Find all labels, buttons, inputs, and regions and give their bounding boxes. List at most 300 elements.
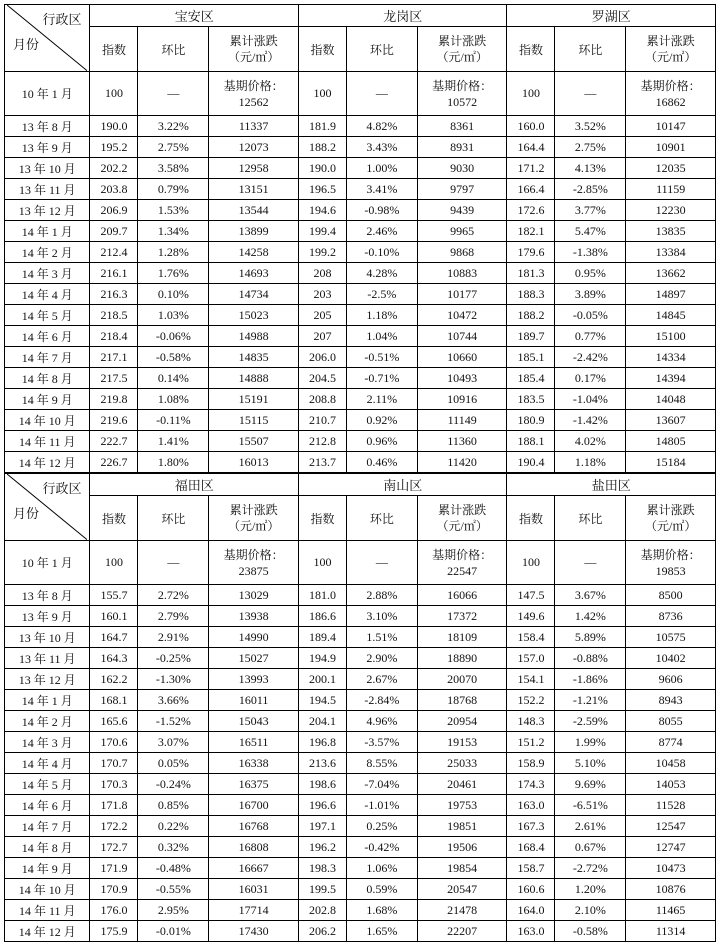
cumulative-cell: 20547 (417, 879, 507, 900)
corner-district-label: 行政区 (42, 481, 82, 496)
mom-cell: -0.05% (555, 305, 626, 326)
cumulative-cell: 11360 (417, 431, 507, 452)
index-cell: 171.8 (90, 795, 138, 816)
district-price-table (4, 473, 716, 942)
cumulative-cell: 11337 (209, 116, 299, 137)
month-cell: 14 年 1 月 (5, 690, 90, 711)
cumulative-cell: 16338 (209, 753, 299, 774)
mom-cell: 1.41% (138, 431, 209, 452)
index-cell: 171.9 (90, 858, 138, 879)
district-price-table (4, 4, 716, 473)
cumulative-cell: 13938 (209, 606, 299, 627)
mom-cell: -2.42% (555, 347, 626, 368)
column-header-mom: 环比 (138, 27, 209, 72)
mom-cell: 5.10% (555, 753, 626, 774)
mom-cell: -0.48% (138, 858, 209, 879)
mom-cell: — (138, 541, 209, 585)
mom-cell: 2.75% (138, 137, 209, 158)
header-row (5, 5, 716, 27)
month-cell: 13 年 9 月 (5, 606, 90, 627)
index-cell: 149.6 (507, 606, 555, 627)
mom-cell: -2.59% (555, 711, 626, 732)
cumulative-cell: 14988 (209, 326, 299, 347)
index-cell: 181.0 (298, 585, 346, 606)
index-cell: 195.2 (90, 137, 138, 158)
table-row (5, 410, 716, 431)
index-cell: 168.1 (90, 690, 138, 711)
cumulative-cell: 18768 (417, 690, 507, 711)
cumulative-cell: 13662 (626, 263, 716, 284)
index-cell: 168.4 (507, 837, 555, 858)
index-cell: 197.1 (298, 816, 346, 837)
mom-cell: 2.46% (346, 221, 417, 242)
mom-cell: 1.53% (138, 200, 209, 221)
month-cell: 14 年 8 月 (5, 368, 90, 389)
mom-cell: 2.67% (346, 669, 417, 690)
mom-cell: 3.77% (555, 200, 626, 221)
mom-cell: 2.90% (346, 648, 417, 669)
month-cell: 14 年 10 月 (5, 410, 90, 431)
mom-cell: 0.22% (138, 816, 209, 837)
mom-cell: 8.55% (346, 753, 417, 774)
mom-cell: -0.71% (346, 368, 417, 389)
mom-cell: -1.38% (555, 242, 626, 263)
district-name: 南山区 (298, 474, 507, 496)
mom-cell: 3.89% (555, 284, 626, 305)
cumulative-cell: 19753 (417, 795, 507, 816)
mom-cell: -1.42% (555, 410, 626, 431)
mom-cell: -1.30% (138, 669, 209, 690)
index-cell: 204.1 (298, 711, 346, 732)
cumulative-cell: 20461 (417, 774, 507, 795)
table-row (5, 116, 716, 137)
index-cell: 185.4 (507, 368, 555, 389)
index-cell: 198.3 (298, 858, 346, 879)
mom-cell: -2.85% (555, 179, 626, 200)
index-cell: 190.4 (507, 452, 555, 473)
mom-cell: 3.43% (346, 137, 417, 158)
mom-cell: -3.57% (346, 732, 417, 753)
cumulative-cell: 8500 (626, 585, 716, 606)
mom-cell: 0.77% (555, 326, 626, 347)
cumulative-cell: 15027 (209, 648, 299, 669)
mom-cell: -1.01% (346, 795, 417, 816)
cumulative-cell: 13993 (209, 669, 299, 690)
index-cell: 154.1 (507, 669, 555, 690)
index-cell: 172.6 (507, 200, 555, 221)
cumulative-cell: 20954 (417, 711, 507, 732)
table-row (5, 431, 716, 452)
table-row (5, 606, 716, 627)
cumulative-cell: 15507 (209, 431, 299, 452)
column-header-mom: 环比 (346, 27, 417, 72)
cumulative-cell: 12747 (626, 837, 716, 858)
cumulative-cell: 14990 (209, 627, 299, 648)
mom-cell: -0.55% (138, 879, 209, 900)
mom-cell: 1.34% (138, 221, 209, 242)
column-header-index: 指数 (507, 27, 555, 72)
index-cell: 164.3 (90, 648, 138, 669)
index-cell: 199.4 (298, 221, 346, 242)
month-cell: 14 年 6 月 (5, 795, 90, 816)
mom-cell: -6.51% (555, 795, 626, 816)
mom-cell: 0.96% (346, 431, 417, 452)
table-row (5, 732, 716, 753)
mom-cell: 2.79% (138, 606, 209, 627)
index-cell: 160.0 (507, 116, 555, 137)
mom-cell: 1.76% (138, 263, 209, 284)
cumulative-cell: 12230 (626, 200, 716, 221)
mom-cell: 3.07% (138, 732, 209, 753)
index-cell: 163.0 (507, 795, 555, 816)
index-cell: 152.2 (507, 690, 555, 711)
cumulative-cell: 13029 (209, 585, 299, 606)
index-cell: 188.1 (507, 431, 555, 452)
mom-cell: 0.46% (346, 452, 417, 473)
table-row (5, 326, 716, 347)
month-cell: 14 年 2 月 (5, 711, 90, 732)
index-cell: 222.7 (90, 431, 138, 452)
mom-cell: -1.04% (555, 389, 626, 410)
mom-cell: 0.92% (346, 410, 417, 431)
mom-cell: -0.06% (138, 326, 209, 347)
base-price-cell: 基期价格： 23875 (209, 541, 299, 585)
month-cell: 10 年 1 月 (5, 72, 90, 116)
cumulative-cell: 14897 (626, 284, 716, 305)
cumulative-cell: 10660 (417, 347, 507, 368)
mom-cell: 1.80% (138, 452, 209, 473)
table-row (5, 774, 716, 795)
mom-cell: -0.24% (138, 774, 209, 795)
mom-cell: -2.5% (346, 284, 417, 305)
mom-cell: 0.67% (555, 837, 626, 858)
table-row (5, 795, 716, 816)
mom-cell: -0.88% (555, 648, 626, 669)
table-row (5, 648, 716, 669)
index-cell: 170.9 (90, 879, 138, 900)
month-cell: 14 年 9 月 (5, 389, 90, 410)
index-cell: 157.0 (507, 648, 555, 669)
mom-cell: -0.11% (138, 410, 209, 431)
column-header-mom: 环比 (555, 496, 626, 541)
mom-cell: 4.96% (346, 711, 417, 732)
mom-cell: 2.95% (138, 900, 209, 921)
month-cell: 14 年 12 月 (5, 452, 90, 473)
table-row (5, 242, 716, 263)
cumulative-cell: 8055 (626, 711, 716, 732)
mom-cell: -0.10% (346, 242, 417, 263)
index-cell: 172.2 (90, 816, 138, 837)
cumulative-cell: 15043 (209, 711, 299, 732)
index-cell: 181.3 (507, 263, 555, 284)
index-cell: 100 (507, 72, 555, 116)
cumulative-cell: 19506 (417, 837, 507, 858)
mom-cell: 5.47% (555, 221, 626, 242)
cumulative-cell: 19851 (417, 816, 507, 837)
price-index-tables (4, 4, 716, 942)
mom-cell: 1.18% (555, 452, 626, 473)
corner-month-label: 月份 (13, 506, 40, 521)
mom-cell: -0.98% (346, 200, 417, 221)
cumulative-cell: 8361 (417, 116, 507, 137)
month-cell: 14 年 10 月 (5, 879, 90, 900)
mom-cell: — (346, 72, 417, 116)
cumulative-cell: 10575 (626, 627, 716, 648)
cumulative-cell: 10177 (417, 284, 507, 305)
cumulative-cell: 17714 (209, 900, 299, 921)
index-cell: 176.0 (90, 900, 138, 921)
base-price-cell: 基期价格： 19853 (626, 541, 716, 585)
mom-cell: 3.41% (346, 179, 417, 200)
index-cell: 158.7 (507, 858, 555, 879)
cumulative-cell: 18890 (417, 648, 507, 669)
corner-header (5, 474, 90, 541)
month-cell: 13 年 10 月 (5, 627, 90, 648)
index-cell: 100 (298, 541, 346, 585)
index-cell: 165.6 (90, 711, 138, 732)
base-price-cell: 基期价格： 22547 (417, 541, 507, 585)
table-row (5, 753, 716, 774)
index-cell: 216.3 (90, 284, 138, 305)
mom-cell: -0.51% (346, 347, 417, 368)
index-cell: 194.5 (298, 690, 346, 711)
index-cell: 100 (298, 72, 346, 116)
base-period-row (5, 541, 716, 585)
cumulative-cell: 9868 (417, 242, 507, 263)
table-row (5, 858, 716, 879)
index-cell: 180.9 (507, 410, 555, 431)
month-cell: 14 年 11 月 (5, 900, 90, 921)
index-cell: 171.2 (507, 158, 555, 179)
index-cell: 174.3 (507, 774, 555, 795)
index-cell: 160.6 (507, 879, 555, 900)
mom-cell: -0.58% (555, 921, 626, 942)
cumulative-cell: 14053 (626, 774, 716, 795)
base-period-row (5, 72, 716, 116)
header-row (5, 474, 716, 496)
index-cell: 167.3 (507, 816, 555, 837)
cumulative-cell: 9030 (417, 158, 507, 179)
table-row (5, 837, 716, 858)
mom-cell: 1.28% (138, 242, 209, 263)
mom-cell: 1.51% (346, 627, 417, 648)
table-row (5, 585, 716, 606)
month-cell: 14 年 4 月 (5, 753, 90, 774)
column-header-mom: 环比 (138, 496, 209, 541)
table-row (5, 627, 716, 648)
index-cell: 172.7 (90, 837, 138, 858)
table-row (5, 305, 716, 326)
month-cell: 10 年 1 月 (5, 541, 90, 585)
index-cell: 210.7 (298, 410, 346, 431)
index-cell: 207 (298, 326, 346, 347)
mom-cell: 1.99% (555, 732, 626, 753)
index-cell: 204.5 (298, 368, 346, 389)
mom-cell: -0.01% (138, 921, 209, 942)
month-cell: 14 年 11 月 (5, 431, 90, 452)
index-cell: 209.7 (90, 221, 138, 242)
cumulative-cell: 11465 (626, 900, 716, 921)
cumulative-cell: 14394 (626, 368, 716, 389)
cumulative-cell: 9797 (417, 179, 507, 200)
table-row (5, 200, 716, 221)
mom-cell: 0.95% (555, 263, 626, 284)
index-cell: 164.4 (507, 137, 555, 158)
index-cell: 182.1 (507, 221, 555, 242)
column-header-index: 指数 (298, 496, 346, 541)
table-row (5, 669, 716, 690)
mom-cell: — (138, 72, 209, 116)
index-cell: 219.8 (90, 389, 138, 410)
cumulative-cell: 16667 (209, 858, 299, 879)
table-row (5, 900, 716, 921)
index-cell: 208 (298, 263, 346, 284)
index-cell: 158.9 (507, 753, 555, 774)
mom-cell: 0.17% (555, 368, 626, 389)
cumulative-cell: 13899 (209, 221, 299, 242)
cumulative-cell: 12035 (626, 158, 716, 179)
cumulative-cell: 18109 (417, 627, 507, 648)
index-cell: 151.2 (507, 732, 555, 753)
cumulative-cell: 16031 (209, 879, 299, 900)
mom-cell: -0.42% (346, 837, 417, 858)
cumulative-cell: 11528 (626, 795, 716, 816)
mom-cell: 0.79% (138, 179, 209, 200)
cumulative-cell: 21478 (417, 900, 507, 921)
cumulative-cell: 14888 (209, 368, 299, 389)
index-cell: 198.6 (298, 774, 346, 795)
table-row (5, 452, 716, 473)
corner-month-label: 月份 (13, 37, 40, 52)
index-cell: 213.7 (298, 452, 346, 473)
mom-cell: 1.08% (138, 389, 209, 410)
index-cell: 188.2 (298, 137, 346, 158)
mom-cell: 0.59% (346, 879, 417, 900)
month-cell: 14 年 3 月 (5, 732, 90, 753)
month-cell: 13 年 11 月 (5, 648, 90, 669)
mom-cell: 1.42% (555, 606, 626, 627)
mom-cell: — (346, 541, 417, 585)
index-cell: 199.2 (298, 242, 346, 263)
table-row (5, 347, 716, 368)
index-cell: 166.4 (507, 179, 555, 200)
index-cell: 164.0 (507, 900, 555, 921)
cumulative-cell: 19854 (417, 858, 507, 879)
index-cell: 202.8 (298, 900, 346, 921)
index-cell: 212.4 (90, 242, 138, 263)
cumulative-cell: 14258 (209, 242, 299, 263)
index-cell: 208.8 (298, 389, 346, 410)
month-cell: 14 年 9 月 (5, 858, 90, 879)
mom-cell: -1.86% (555, 669, 626, 690)
cumulative-cell: 15191 (209, 389, 299, 410)
index-cell: 206.0 (298, 347, 346, 368)
cumulative-cell: 16011 (209, 690, 299, 711)
index-cell: 189.7 (507, 326, 555, 347)
month-cell: 14 年 6 月 (5, 326, 90, 347)
index-cell: 218.5 (90, 305, 138, 326)
mom-cell: 4.13% (555, 158, 626, 179)
index-cell: 147.5 (507, 585, 555, 606)
column-header-row (5, 27, 716, 72)
table-row (5, 284, 716, 305)
mom-cell: 2.88% (346, 585, 417, 606)
column-header-cumulative: 累计涨跌 （元/㎡） (626, 496, 716, 541)
index-cell: 100 (507, 541, 555, 585)
index-cell: 218.4 (90, 326, 138, 347)
cumulative-cell: 9439 (417, 200, 507, 221)
cumulative-cell: 8943 (626, 690, 716, 711)
corner-header (5, 5, 90, 72)
base-price-cell: 基期价格： 16862 (626, 72, 716, 116)
cumulative-cell: 8774 (626, 732, 716, 753)
mom-cell: 2.61% (555, 816, 626, 837)
cumulative-cell: 12958 (209, 158, 299, 179)
month-cell: 14 年 5 月 (5, 774, 90, 795)
cumulative-cell: 16375 (209, 774, 299, 795)
cumulative-cell: 14334 (626, 347, 716, 368)
cumulative-cell: 11149 (417, 410, 507, 431)
index-cell: 196.2 (298, 837, 346, 858)
column-header-cumulative: 累计涨跌 （元/㎡） (626, 27, 716, 72)
month-cell: 13 年 9 月 (5, 137, 90, 158)
mom-cell: 4.28% (346, 263, 417, 284)
mom-cell: -1.52% (138, 711, 209, 732)
mom-cell: 3.22% (138, 116, 209, 137)
cumulative-cell: 20070 (417, 669, 507, 690)
mom-cell: 1.03% (138, 305, 209, 326)
index-cell: 212.8 (298, 431, 346, 452)
mom-cell: -1.21% (555, 690, 626, 711)
mom-cell: — (555, 541, 626, 585)
mom-cell: 3.67% (555, 585, 626, 606)
cumulative-cell: 11420 (417, 452, 507, 473)
cumulative-cell: 10458 (626, 753, 716, 774)
index-cell: 206.9 (90, 200, 138, 221)
cumulative-cell: 16768 (209, 816, 299, 837)
cumulative-cell: 13151 (209, 179, 299, 200)
corner-district-label: 行政区 (42, 12, 82, 27)
index-cell: 202.2 (90, 158, 138, 179)
table-row (5, 137, 716, 158)
column-header-index: 指数 (90, 496, 138, 541)
cumulative-cell: 10493 (417, 368, 507, 389)
mom-cell: 0.85% (138, 795, 209, 816)
cumulative-cell: 14805 (626, 431, 716, 452)
index-cell: 185.1 (507, 347, 555, 368)
mom-cell: 2.75% (555, 137, 626, 158)
district-name: 宝安区 (90, 5, 299, 27)
column-header-cumulative: 累计涨跌 （元/㎡） (209, 496, 299, 541)
index-cell: 175.9 (90, 921, 138, 942)
cumulative-cell: 8931 (417, 137, 507, 158)
index-cell: 181.9 (298, 116, 346, 137)
cumulative-cell: 9965 (417, 221, 507, 242)
index-cell: 203.8 (90, 179, 138, 200)
cumulative-cell: 25033 (417, 753, 507, 774)
mom-cell: 1.00% (346, 158, 417, 179)
index-cell: 190.0 (90, 116, 138, 137)
cumulative-cell: 10472 (417, 305, 507, 326)
table-row (5, 921, 716, 942)
month-cell: 14 年 3 月 (5, 263, 90, 284)
index-cell: 170.3 (90, 774, 138, 795)
column-header-index: 指数 (298, 27, 346, 72)
month-cell: 14 年 5 月 (5, 305, 90, 326)
index-cell: 203 (298, 284, 346, 305)
cumulative-cell: 14693 (209, 263, 299, 284)
column-header-index: 指数 (507, 496, 555, 541)
